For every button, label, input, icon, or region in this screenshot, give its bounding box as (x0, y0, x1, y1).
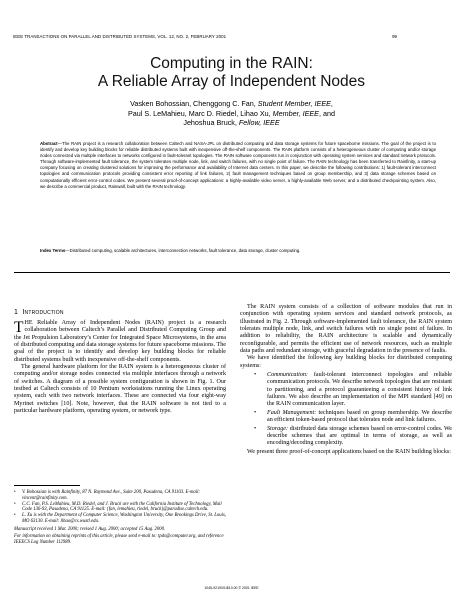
list-item: • Storage: distributed data storage schemes based on error-control codes. We describe schemes that are optimal in terms of storage, as well as encoding/decoding complexity. (254, 425, 452, 447)
index-terms-label: Index Terms (40, 248, 66, 253)
index-terms (40, 248, 436, 254)
footnote-divider (14, 485, 80, 486)
reprints-note: For information on obtaining reprints of this article, please send e-mail to: tpds@computer.org, and reference IEEECS Log Number 112989. (14, 534, 224, 545)
footnote-affiliation-3: • L. Xu is with the Department of Computer Science, Washington University, One Brookings Drive, St. Louis, MO 63130. E-mail: lihao@cs.wustl.edu. (14, 513, 227, 524)
right-column (240, 304, 452, 456)
section-heading (14, 309, 64, 316)
copyright-line: 1045-9219/01/$10.00 © 2001 IEEE (204, 586, 259, 590)
page-number: 99 (392, 34, 397, 39)
building-blocks-list (240, 372, 452, 447)
authors-line-2: Paul S. LeMahieu, Marc D. Riedel, Lihao Xu, Member, IEEE, and (128, 108, 335, 118)
list-item: • Fault Management: techniques based on group membership. We describe an efficient token-based protocol that tolerates node and link failures. (254, 409, 453, 424)
manuscript-dates: Manuscript received 1 Mar. 2000; revised 1 Aug. 2000; accepted 15 Aug. 2000. (14, 526, 166, 532)
intro-paragraph-1: THE Reliable Array of Independent Nodes (RAIN) project is a research collaboration between Caltech’s Parallel and Distributed Computing Group and the Jet Propulsion Laboratory’s Center for Integrated Space Microsystems, in the area of distributed computing and data storage systems for future spaceborne missions. The goal of the project is to identify and develop key building blocks for reliable distributed systems built with inexpensive off-the-shelf components. (14, 319, 226, 363)
intro-paragraph-2: The general hardware platform for the RAIN system is a heterogeneous cluster of computing and/or storage nodes connected via multiple interfaces through a network of switches. A diagram of a possible system configuration is shown in Fig. 1. Our testbed at Caltech consists of 10 Pentium workstations running the Linux operating system, each with two network interfaces. These are connected via four eight-way Myrinet switches [10]. Note, however, that the RAIN software is not tied to a particular hardware platform, operating system, or network type. (14, 364, 226, 415)
rain-paragraph-1: The RAIN system consists of a collection of software modules that run in conjunction with operating system services and standard network protocols, as illustrated in Fig. 2. Through software-implemented fault tolerance, the RAIN system tolerates multiple node, link, and switch failures with no single point of failure. In addition to reliability, the RAIN architecture is scalable and dynamically reconfigurable, and permits the efficient use of network resources, such as multiple data paths and redundant storage, with graceful degradation in the presence of faults. (240, 304, 452, 355)
journal-header: IEEE TRANSACTIONS ON PARALLEL AND DISTRIBUTED SYSTEMS, VOL. 12, NO. 2, FEBRUARY 2001 (13, 34, 227, 39)
paper-title-line-2: A Reliable Array of Independent Nodes (97, 73, 366, 90)
abstract (40, 141, 436, 190)
footnotes (14, 490, 226, 546)
authors-line-1: Vasken Bohossian, Chenggong C. Fan, Student Member, IEEE, (130, 99, 333, 108)
paper-title-line-1: Computing in the RAIN: (150, 55, 313, 72)
abstract-text: —The RAIN project is a research collaboration between Caltech and NASA-JPL on distributed computing and data storage systems for future spaceborne missions. The goal of the project is to identify and develop key building blocks for reliable distributed systems built with inexpensive off-the-shelf components. The RAIN platform consists of a heterogeneous cluster of computing and/or storage nodes connected via multiple interfaces to networks configured in fault-tolerant topologies. The RAIN software components run in conjunction with operating system services and standard network protocols. Through software-implemented fault tolerance, the system tolerates multiple node, link, and switch failures, with no single point of failure. The RAIN technology has been transferred to Rainfinity, a start-up company focusing on creating clustered solutions for improving the performance and availability of Internet data centers. In this paper, we describe the following contributions: 1) fault-tolerant interconnect topologies and communication protocols providing consistent error reporting of link failures, 2) fault management techniques based on group membership, and 3) data storage schemes based on computationally efficient error-control codes. We present several proof-of-concept applications: a highly-available video server, a highly-available Web server, and a distributed checkpointing system. Also, we describe a commercial product, Rainwall, built with the RAIN technology. (40, 141, 436, 189)
abstract-divider (14, 272, 450, 273)
left-column (14, 320, 226, 415)
footnote-affiliation-1: • V. Bohossian is with Rainfinity, 87 N. Raymond Ave., Suite 200, Pasadena, CA 91103. E-mail: vincent@rainfinity.com. (14, 490, 201, 501)
authors-line-3: Jehoshua Bruck, Fellow, IEEE (183, 118, 280, 128)
author-list (0, 99, 463, 128)
section-title: Introduction (22, 309, 64, 316)
rain-paragraph-3: We present three proof-of-concept applications based on the RAIN building blocks: (247, 448, 451, 455)
footnote-affiliation-2: • C.C. Fan, P.S. LeMahieu, M.D. Riedel, and J. Bruck are with the California Institute of Technology, Mail Code 136-93, Pasadena, CA 91125. E-mail: {fan, lemahieu, riedel, bruck}@paradise.caltech.edu. (14, 501, 222, 513)
drop-cap: T (14, 319, 24, 336)
section-number: 1 (14, 309, 19, 316)
rain-paragraph-2: We have identified the following key building blocks for distributed computing systems: (240, 355, 452, 369)
list-item: • Communication: fault-tolerant interconnect topologies and reliable communication protocols. We describe network topologies that are resistant to partitioning, and a protocol guaranteeing a consistent history of link failures. We also describe an implementation of the MPI standard [49] on the RAIN communication layer. (254, 372, 452, 408)
index-terms-text: —Distributed computing, scalable architectures, interconnection networks, fault tolerance, data storage, cluster computing. (65, 248, 301, 253)
abstract-label: Abstract (40, 141, 58, 146)
